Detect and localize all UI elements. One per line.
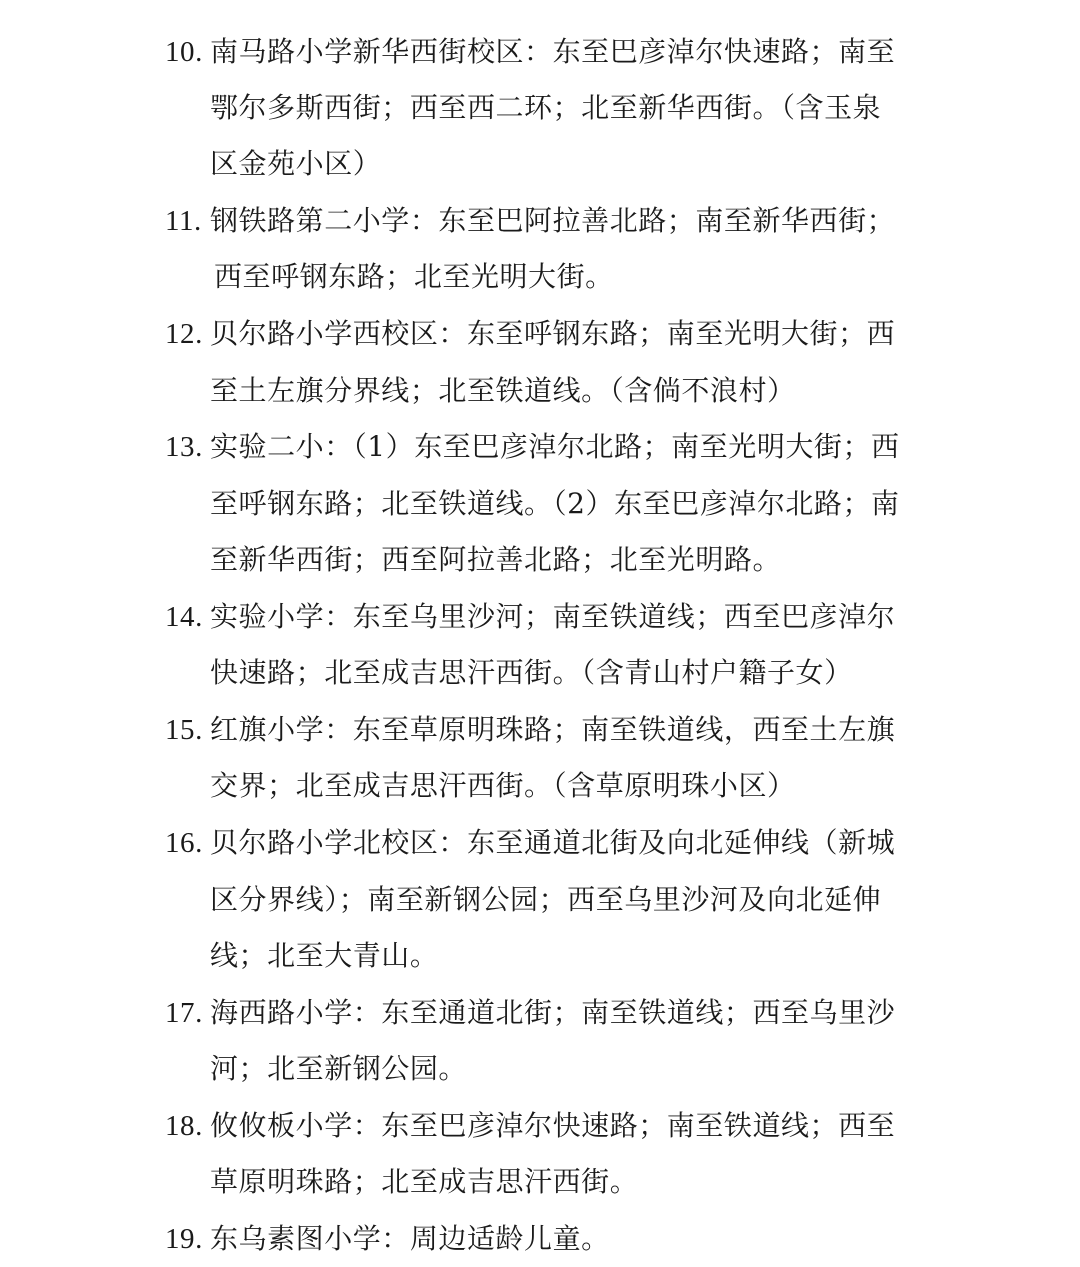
item-text: 贝尔路小学西校区：东至呼钢东路；南至光明大街；西 <box>210 317 896 350</box>
item-number: 17. <box>165 997 203 1029</box>
item-number: 18. <box>165 1110 203 1142</box>
item-text: 交界；北至成吉思汗西街。（含草原明珠小区） <box>210 769 796 802</box>
item-text: 草原明珠路；北至成吉思汗西街。 <box>210 1165 639 1198</box>
item-text: 钢铁路第二小学：东至巴阿拉善北路；南至新华西街； <box>210 204 896 237</box>
item-text: 南马路小学新华西街校区：东至巴彦淖尔快速路；南至 <box>210 35 896 68</box>
item-text: 区分界线）；南至新钢公园；西至乌里沙河及向北延伸 <box>210 883 882 916</box>
item-text: 至呼钢东路；北至铁道线。（2）东至巴彦淖尔北路；南 <box>210 487 900 520</box>
item-text: 红旗小学：东至草原明珠路；南至铁道线，西至土左旗 <box>210 713 896 746</box>
item-number: 19. <box>165 1223 203 1255</box>
item-number: 16. <box>165 827 203 859</box>
item-number: 12. <box>165 318 203 350</box>
item-number: 15. <box>165 714 203 746</box>
item-number: 10. <box>165 36 203 68</box>
item-number: 14. <box>165 601 203 633</box>
item-text: 至新华西街；西至阿拉善北路；北至光明路。 <box>210 543 782 576</box>
item-number: 13. <box>165 431 203 463</box>
item-text: 实验小学：东至乌里沙河；南至铁道线；西至巴彦淖尔 <box>210 600 896 633</box>
item-text: 东乌素图小学：周边适龄儿童。 <box>210 1222 610 1255</box>
item-text: 区金苑小区） <box>210 147 382 180</box>
item-text: 贝尔路小学北校区：东至通道北街及向北延伸线（新城 <box>210 826 896 859</box>
item-number: 11. <box>165 205 202 237</box>
item-text: 海西路小学：东至通道北街；南至铁道线；西至乌里沙 <box>210 996 896 1029</box>
item-text: 攸攸板小学：东至巴彦淖尔快速路；南至铁道线；西至 <box>210 1109 896 1142</box>
item-text: 线；北至大青山。 <box>210 939 439 972</box>
item-text: 至土左旗分界线；北至铁道线。（含倘不浪村） <box>210 374 796 407</box>
item-text: 快速路；北至成吉思汗西街。（含青山村户籍子女） <box>210 656 853 689</box>
item-text: 鄂尔多斯西街；西至西二环；北至新华西街。（含玉泉 <box>210 91 882 124</box>
item-text: 河；北至新钢公园。 <box>210 1052 467 1085</box>
item-text: 西至呼钢东路；北至光明大街。 <box>214 260 614 293</box>
item-text: 实验二小：（1）东至巴彦淖尔北路；南至光明大街；西 <box>210 430 900 463</box>
